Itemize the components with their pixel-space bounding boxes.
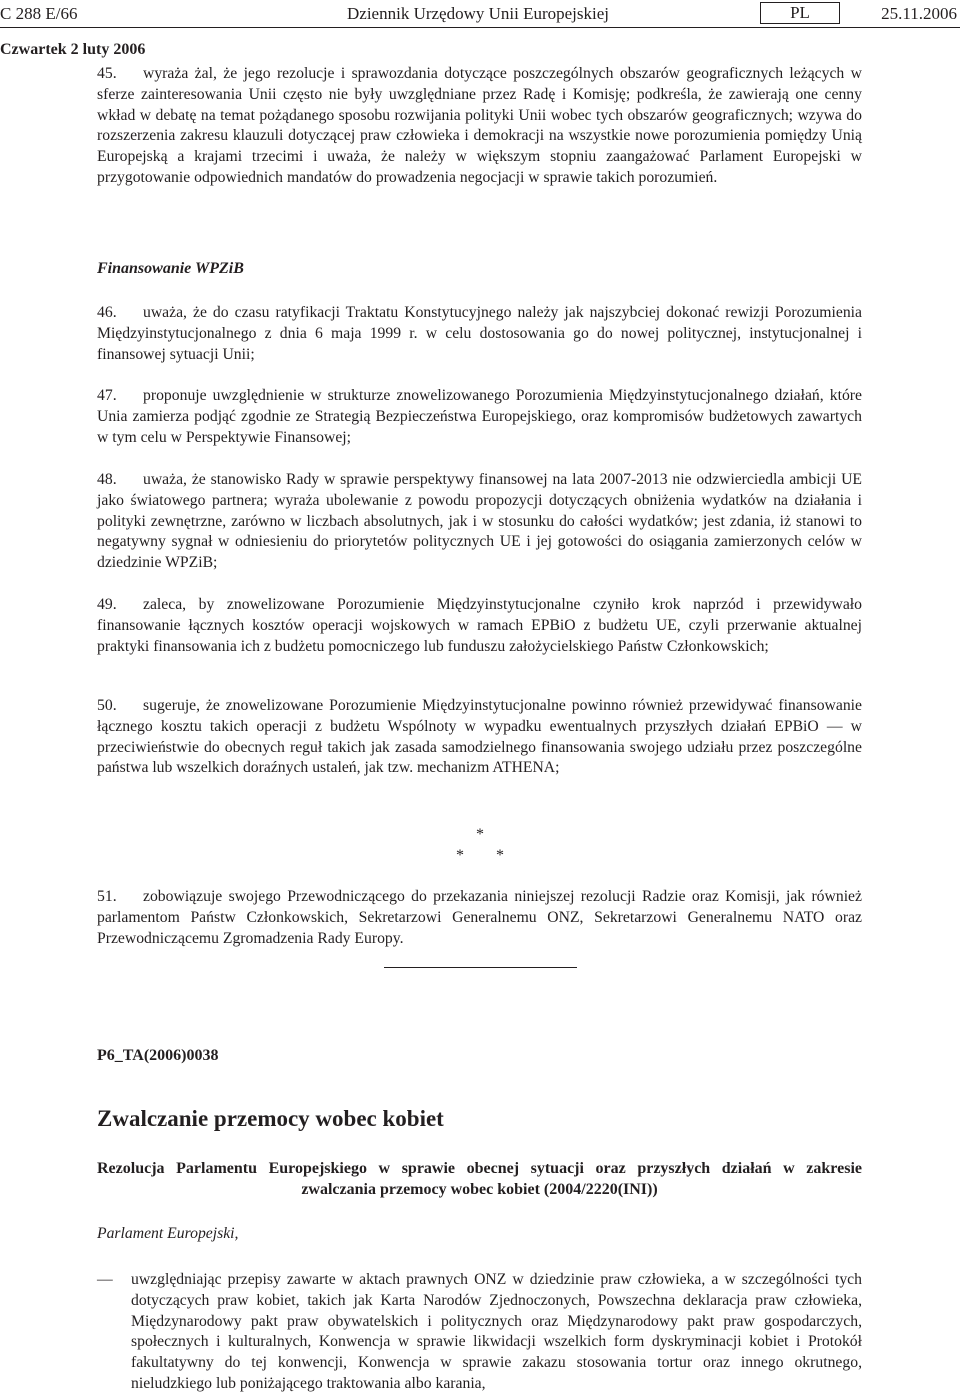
paragraph-number: 45. — [97, 65, 117, 82]
separator-rule — [384, 967, 577, 968]
paragraph-text: sugeruje, że znowelizowane Porozumienie Międzyinstytucjonalne powinno również przewidywać finansowanie łącznego kosztu takich operacji z budżetu Wspólnoty w wypadku ewentualnych przyszłych działań EPBiO — w przeciwieństwie do obecnych reguł takich jak zasada samodzielnego finansowania swojego udziału przez poszczególne państwa lub wszelkich doraźnych ustaleń, jak tzw. mechanizm ATHENA; — [97, 697, 862, 777]
paragraph-number: 49. — [97, 596, 117, 613]
paragraph-47 — [97, 386, 862, 448]
page-header — [0, 3, 960, 29]
resolution-title-line1: Rezolucja Parlamentu Europejskiego w sprawie obecnej sytuacji oraz przyszłych działań w zakresie — [97, 1160, 862, 1177]
recital-dash: — — [97, 1271, 113, 1288]
paragraph-text: zaleca, by znowelizowane Porozumienie Międzyinstytucjonalne czyniło krok naprzód i przewidywało finansowanie łącznych kosztów operacji wojskowych w ramach EPBiO z budżetu UE, czyli przerwanie aktualnej praktyki finansowania ich z budżetu pomocniczego lub funduszu założycielskiego Państw Członkowskich; — [97, 596, 862, 655]
sitting-date: Czwartek 2 luty 2006 — [0, 41, 146, 58]
star-left: * — [456, 847, 464, 864]
paragraph-46 — [97, 303, 862, 365]
paragraph-49 — [97, 595, 862, 657]
recital-item — [97, 1270, 862, 1395]
recital-text: uwzględniając przepisy zawarte w aktach prawnych ONZ w dziedzinie praw człowieka, a w szczególności tych dotyczących praw kobiet, takich jak Karta Narodów Zjednoczonych, Powszechna deklaracja praw człowieka, Międzynarodowy pakt praw obywatelskich i politycznych oraz Międzynarodowy pakt praw gospodarczych, społecznych i kulturalnych, Konwencja w sprawie likwidacji wszelkich form dyskryminacji kobiet i Protokół fakultatywny do tej konwencji, Konwencja w sprawie zakazu stosowania tortur oraz innego okrutnego, nieludzkiego lub poniżającego traktowania albo karania, — [131, 1271, 862, 1392]
paragraph-text: uważa, że stanowisko Rady w sprawie perspektywy finansowej na lata 2007-2013 nie odzwierciedla ambicji UE jako światowego partnera; wyraża ubolewanie z powodu propozycji dotyczących obniżenia wydatków na działania i polityki zewnętrzne, zarówno w liczbach absolutnych, jak i w stosunku do całości wydatków; jest zdania, iż stanowi to negatywny sygnał w odniesieniu do priorytetów politycznych UE i jej gotowości do osiągania zamierzonych celów w dziedzinie WPZiB; — [97, 471, 862, 572]
star-top: * — [476, 826, 484, 843]
page-reference: C 288 E/66 — [0, 4, 78, 23]
section-stars — [0, 825, 960, 866]
header-rule — [0, 27, 960, 28]
document-code: P6_TA(2006)0038 — [97, 1047, 219, 1064]
paragraph-number: 48. — [97, 471, 117, 488]
resolution-title — [97, 1158, 862, 1200]
resolution-title-line2: zwalczania przemocy wobec kobiet (2004/2220(INI)) — [301, 1181, 658, 1198]
star-right: * — [496, 847, 504, 864]
journal-title: Dziennik Urzędowy Unii Europejskiej — [347, 4, 610, 23]
paragraph-text: zobowiązuje swojego Przewodniczącego do przekazania niniejszej rezolucji Radzie oraz Komisji, jak również parlamentom Państw Członkowskich, Sekretarzowi Generalnemu ONZ, Sekretarzowi Generalnemu NATO oraz Przewodniczącemu Zgromadzenia Rady Europy. — [97, 888, 862, 947]
paragraph-text: wyraża żal, że jego rezolucje i sprawozdania dotyczące poszczególnych obszarów geograficznych leżących w sferze zainteresowania Unii często nie były uwzględniane przez Radę i Komisję; podkreśla, że zawierają one cenny wkład w debatę na temat pożądanego sposobu rozwijania polityki Unii wobec tych obszarów geograficznych; wzywa do rozszerzenia zakresu klauzuli dotyczącej praw człowieka i demokracji na wszystkie nowe porozumienia pomiędzy Unią Europejską a krajami trzecimi i uważa, że należy w większym stopniu zaangażować Parlament Europejski w przygotowanie odpowiednich mandatów do prowadzenia negocjacji w sprawie takich porozumień. — [97, 65, 862, 186]
section-heading: Finansowanie WPZiB — [97, 260, 244, 277]
parliament-label: Parlament Europejski, — [97, 1225, 239, 1242]
paragraph-number: 51. — [97, 888, 117, 905]
paragraph-number: 47. — [97, 387, 117, 404]
paragraph-48 — [97, 470, 862, 574]
paragraph-number: 50. — [97, 697, 117, 714]
language-badge: PL — [760, 2, 840, 24]
paragraph-50 — [97, 696, 862, 779]
publication-date: 25.11.2006 — [881, 4, 957, 23]
paragraph-text: uważa, że do czasu ratyfikacji Traktatu Konstytucyjnego należy jak najszybciej dokonać rewizji Porozumienia Międzyinstytucjonalnego z dnia 6 maja 1999 r. w celu dostosowania go do nowej politycznej, instytucjonalnej i finansowej sytuacji Unii; — [97, 304, 862, 363]
paragraph-51 — [97, 887, 862, 949]
document-title: Zwalczanie przemocy wobec kobiet — [97, 1106, 444, 1131]
paragraph-number: 46. — [97, 304, 117, 321]
paragraph-45 — [97, 64, 862, 189]
paragraph-text: proponuje uwzględnienie w strukturze znowelizowanego Porozumienia Międzyinstytucjonalnego działań, które Unia zamierza podjąć zgodnie ze Strategią Bezpieczeństwa Europejskiego, oraz kompromisów budżetowych zawartych w tym celu w Perspektywie Finansowej; — [97, 387, 862, 446]
